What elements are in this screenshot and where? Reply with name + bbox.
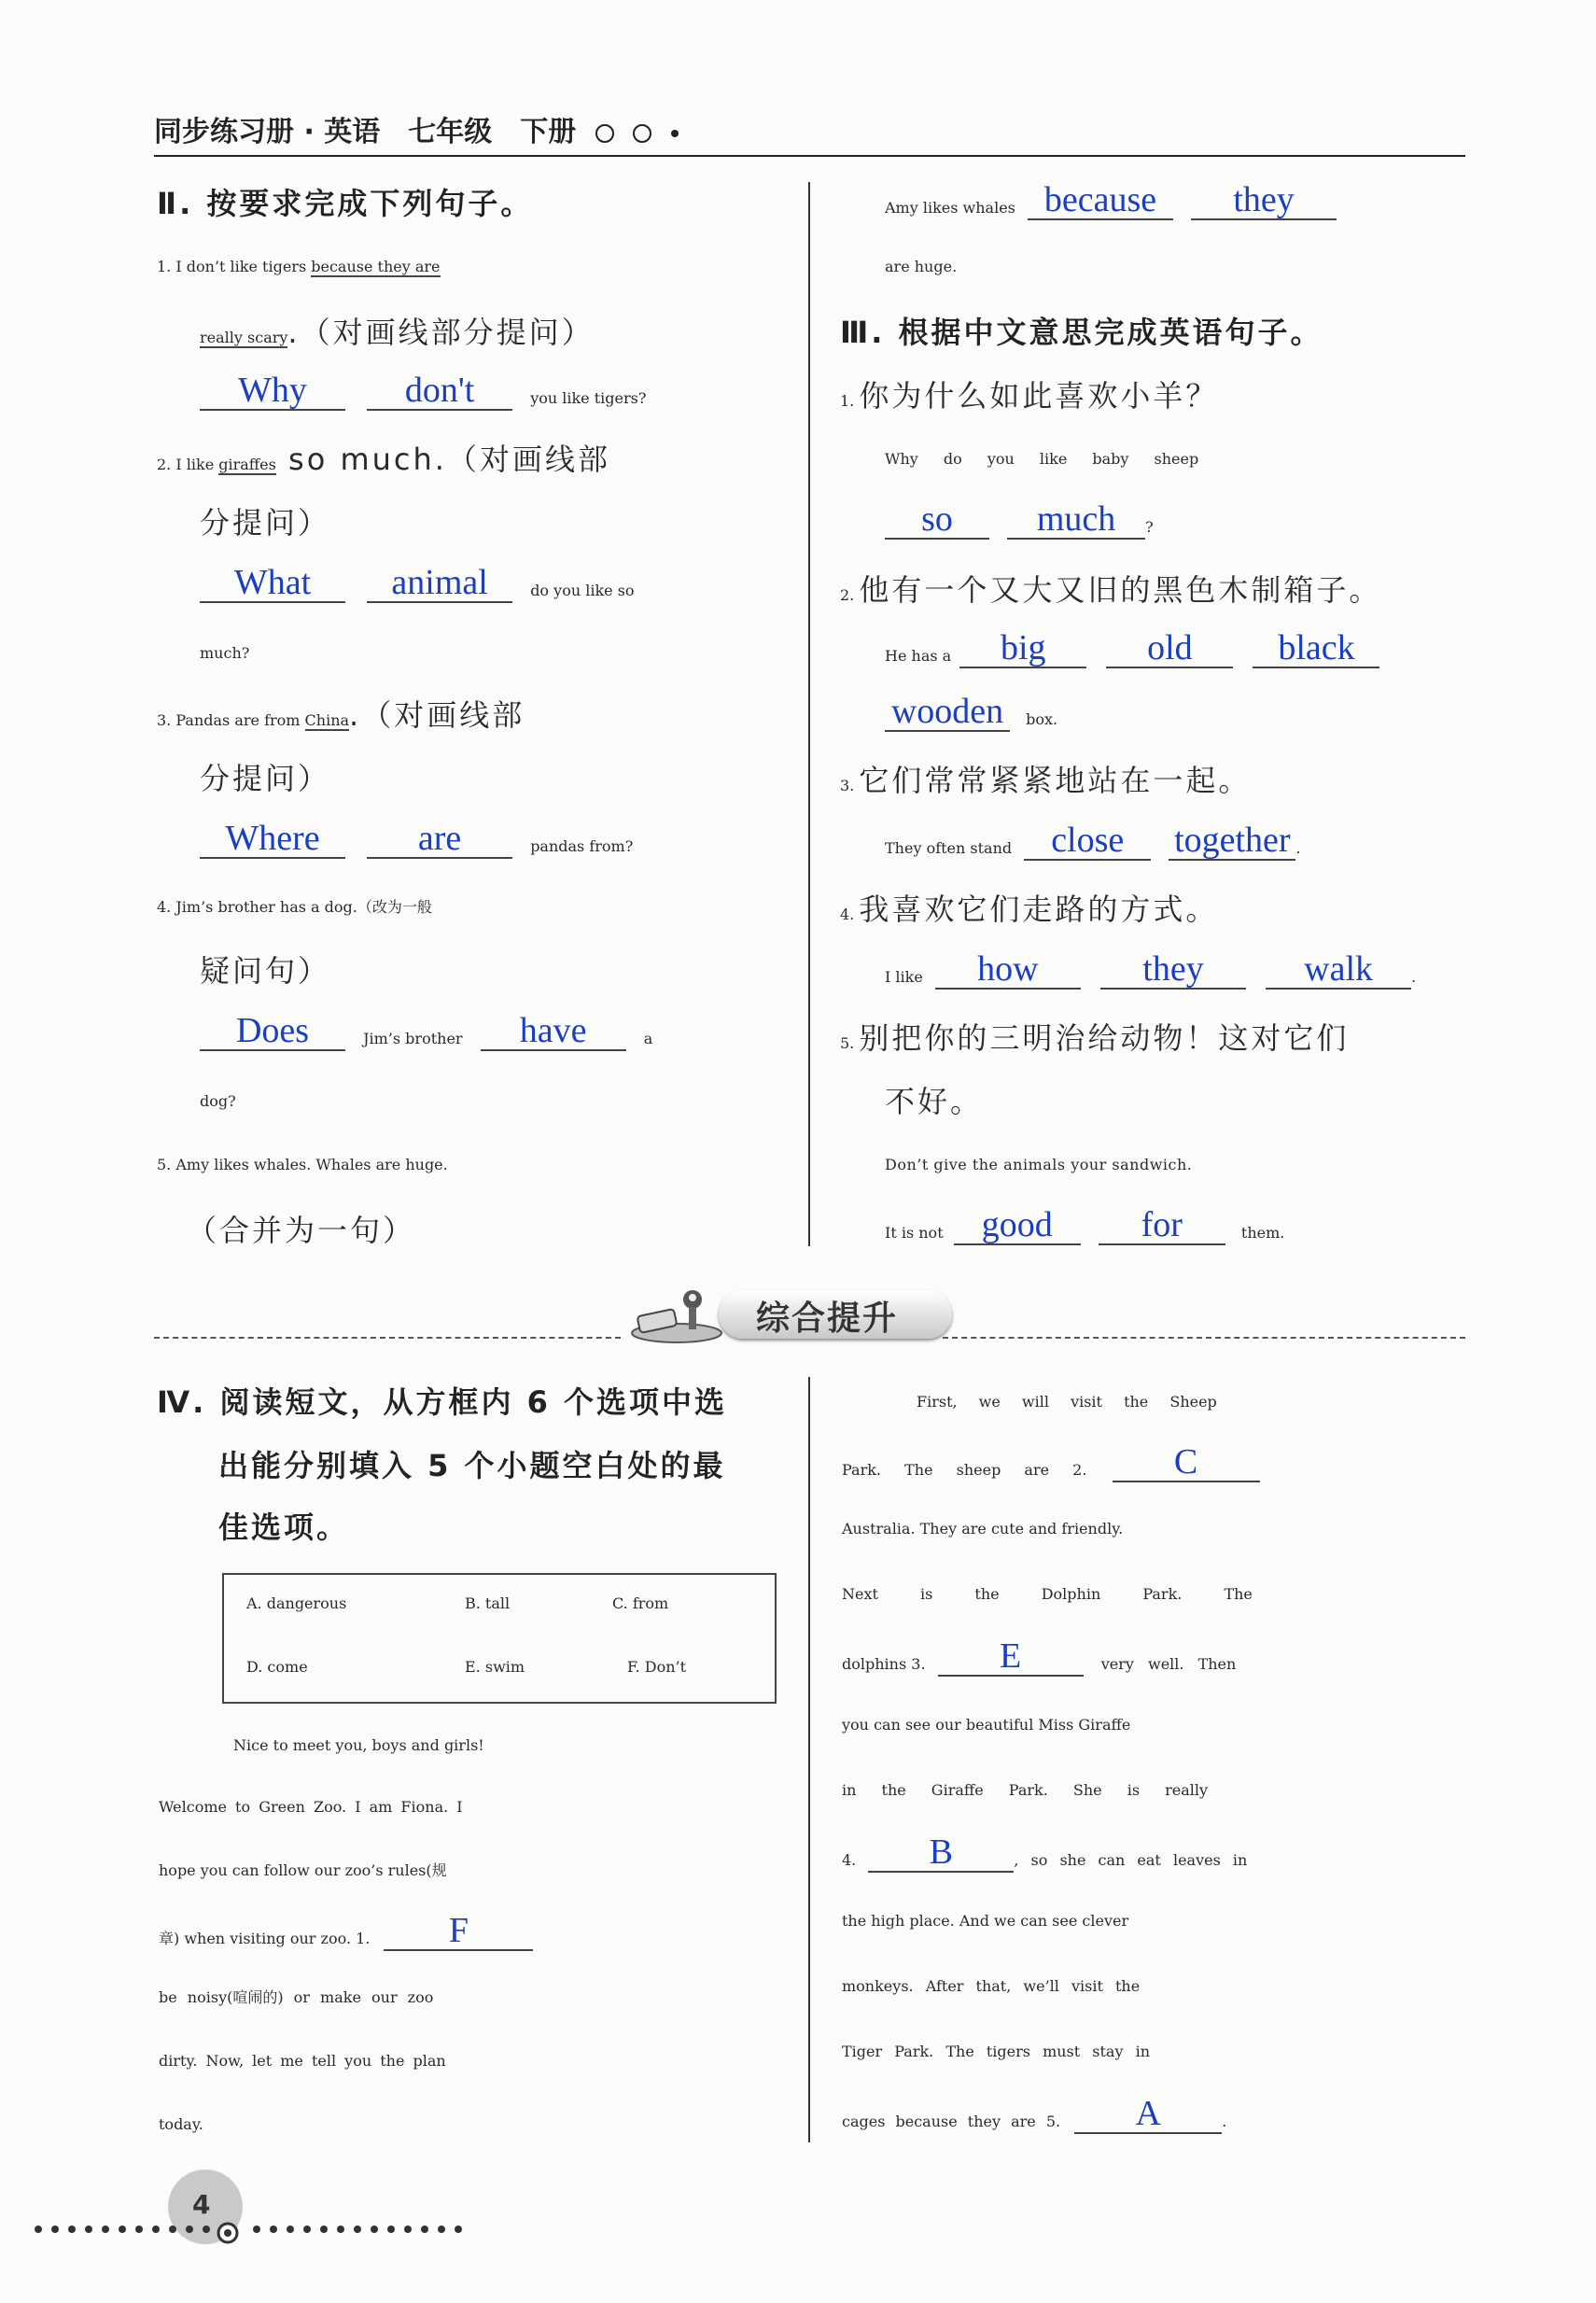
passage-line-blank4 [842, 1835, 1247, 1881]
s3-q3-cn [840, 760, 1251, 807]
passage-text: . [1222, 2113, 1227, 2130]
s3-q2-answer-line [885, 628, 1379, 677]
option-b: B. tall [465, 1594, 511, 1612]
answer-blank[interactable]: black [1253, 629, 1379, 668]
instruction-text: 分提问） [200, 761, 331, 796]
question-text: Amy likes whales [885, 199, 1015, 217]
passage-line: Welcome to Green Zoo. I am Fiona. I [159, 1798, 463, 1816]
question-number: 2. [840, 586, 855, 604]
passage-text: very well. Then [1100, 1655, 1237, 1673]
s2-q3-answer-line [200, 821, 633, 867]
passage-line-blank1 [159, 1911, 533, 1959]
circle-icon [633, 124, 651, 143]
answer-blank[interactable]: they [1191, 181, 1337, 220]
answer-blank[interactable]: don't [367, 372, 512, 411]
answer-blank[interactable]: Why [200, 372, 345, 411]
passage-text: , so she can eat leaves in [1014, 1851, 1248, 1869]
question-number: 5. [157, 1156, 172, 1173]
instruction-text: 分提问） [200, 505, 331, 541]
question-text: dog? [200, 1092, 236, 1110]
passage-line-blank2 [842, 1442, 1260, 1491]
question-text: much? [200, 644, 250, 662]
section-banner [607, 1279, 952, 1350]
header-title: 同步练习册 · 英语 七年级 下册 [154, 116, 577, 148]
question-text: Jim’s brother [363, 1030, 463, 1047]
s2-q4-line1 [157, 887, 432, 928]
question-number: 3. [840, 777, 855, 794]
section-4-title: Ⅳ. 阅读短文，从方框内 6 个选项中选 [157, 1384, 728, 1420]
question-number: 1. [157, 258, 172, 275]
section-3-title: Ⅲ. 根据中文意思完成英语句子。 [840, 315, 1323, 350]
passage-line: Next is the Dolphin Park. The [842, 1585, 1253, 1603]
question-text: . [1411, 968, 1417, 986]
answer-blank[interactable]: together [1169, 821, 1295, 861]
answer-blank[interactable]: old [1106, 629, 1233, 668]
passage-line: in the Giraffe Park. She is really [842, 1781, 1209, 1799]
answer-blank[interactable]: have [481, 1012, 626, 1051]
option-c: C. from [612, 1594, 669, 1612]
s2-q5-line1 [157, 1144, 448, 1186]
question-text: Pandas are from [175, 711, 305, 729]
section-4-title-line2: 出能分别填入 5 个小题空白处的最 [218, 1448, 726, 1483]
section-2-title: Ⅱ. 按要求完成下列句子。 [157, 186, 534, 221]
s2-q4-answer-line [200, 1011, 653, 1060]
question-text: They often stand [885, 839, 1013, 857]
answer-blank[interactable]: how [935, 950, 1081, 990]
passage-text: cages because they are 5. [842, 2113, 1061, 2130]
passage-line: Australia. They are cute and friendly. [842, 1520, 1124, 1538]
chinese-prompt: 我喜欢它们走路的方式。 [859, 892, 1219, 927]
passage-line: dirty. Now, let me tell you the plan [159, 2052, 446, 2070]
chinese-prompt: 他有一个又大又旧的黑色木制箱子。 [859, 572, 1382, 608]
passage-line: Tiger Park. The tigers must stay in [842, 2043, 1150, 2060]
option-f: F. Don’t [627, 1658, 687, 1676]
question-text: a [643, 1030, 653, 1047]
s3-q1-answer-line [885, 499, 1154, 548]
option-a: A. dangerous [246, 1594, 347, 1612]
question-text: you like tigers? [530, 389, 647, 407]
question-text: I like [885, 968, 923, 986]
s2-q3-line1 [157, 695, 525, 741]
instruction-text: （合并为一句） [187, 1213, 416, 1248]
question-text: ? [1145, 518, 1154, 536]
banner-title: 综合提升 [756, 1299, 899, 1338]
passage-line: First, we will visit the Sheep [917, 1393, 1217, 1411]
passage-line-blank5 [842, 2094, 1227, 2142]
instruction-text: so much.（对画线部 [275, 442, 610, 477]
s3-q1-cn [840, 375, 1218, 422]
instruction-text: .（对画线部分提问） [287, 315, 595, 350]
passage-text: Park. The sheep are 2. [842, 1461, 1087, 1479]
answer-blank[interactable]: they [1100, 950, 1246, 990]
dashed-divider [154, 1337, 621, 1339]
s2-q2-line1 [157, 439, 610, 485]
question-number: 4. [157, 898, 172, 916]
answer-blank[interactable]: for [1099, 1206, 1225, 1245]
answer-blank[interactable]: What [200, 564, 345, 603]
answer-blank[interactable]: E [938, 1637, 1084, 1677]
question-number: 3. [157, 711, 172, 729]
answer-blank[interactable]: B [868, 1833, 1014, 1873]
underlined-phrase: giraffes [218, 456, 276, 473]
answer-blank[interactable]: big [959, 629, 1086, 668]
question-text: I like [175, 456, 219, 473]
s3-q4-answer-line [885, 949, 1417, 998]
instruction-text: 疑问句） [200, 953, 331, 989]
passage-line: today. [159, 2115, 203, 2133]
s2-q1-line1 [157, 246, 441, 288]
chinese-prompt: 它们常常紧紧地站在一起。 [859, 763, 1252, 798]
answer-blank[interactable]: Where [200, 820, 345, 859]
option-d: D. come [246, 1658, 308, 1676]
desk-lamp-icon [625, 1285, 728, 1344]
answer-blank[interactable]: Does [200, 1012, 345, 1051]
s2-q1-answer-line [200, 373, 646, 419]
question-text: are huge. [885, 258, 958, 275]
s3-q3-answer-line [885, 823, 1300, 869]
page-number: 4 [192, 2189, 211, 2220]
section-4-title-line3: 佳选项。 [218, 1510, 350, 1545]
answer-blank[interactable]: wooden [885, 693, 1010, 732]
underlined-phrase: because they are [311, 258, 441, 275]
column-divider [808, 1377, 810, 2142]
passage-text: dolphins 3. [842, 1655, 926, 1673]
question-text: Jim’s brother has a dog.（改为一般 [175, 898, 432, 916]
s3-q4-cn [840, 889, 1218, 935]
question-text: . [1295, 839, 1301, 857]
answer-blank[interactable]: so [885, 500, 989, 540]
question-text: Don’t give the animals your sandwich. [885, 1156, 1193, 1173]
question-text: He has a [885, 647, 952, 665]
answer-blank[interactable]: good [954, 1206, 1081, 1245]
passage-text: 章) when visiting our zoo. 1. [159, 1930, 371, 1947]
s2-q5-answer-line [885, 180, 1337, 229]
s3-q2-cn [840, 569, 1381, 616]
chinese-prompt: 不好。 [885, 1084, 984, 1119]
question-text: Why do you like baby sheep [885, 450, 1199, 468]
passage-line: monkeys. After that, we’ll visit the [842, 1977, 1141, 1995]
circle-icon [595, 124, 614, 143]
question-text: Amy likes whales. Whales are huge. [175, 1156, 448, 1173]
answer-blank[interactable]: much [1007, 500, 1145, 540]
s3-q5-answer-line [885, 1205, 1285, 1254]
s2-q1-line2 [200, 312, 595, 358]
answer-blank[interactable]: animal [367, 564, 512, 603]
passage-line-blank3 [842, 1636, 1237, 1685]
passage-line: you can see our beautiful Miss Giraffe [842, 1716, 1131, 1734]
question-text: box. [1026, 710, 1058, 728]
dashed-divider [943, 1337, 1465, 1339]
question-text: I don’t like tigers [175, 258, 312, 275]
question-text: do you like so [530, 582, 635, 599]
passage-text: 4. [842, 1851, 857, 1869]
s3-q5-cn [840, 1018, 1349, 1064]
answer-blank[interactable]: walk [1266, 950, 1411, 990]
underlined-phrase: really scary [200, 329, 288, 346]
question-number: 1. [840, 392, 855, 410]
s3-q2-answer-line2 [885, 692, 1058, 740]
question-text: them. [1240, 1224, 1285, 1242]
answer-blank[interactable]: close [1024, 821, 1151, 861]
question-number: 5. [840, 1034, 855, 1052]
underlined-phrase: China [304, 711, 350, 729]
answer-blank[interactable]: F [384, 1912, 533, 1951]
passage-line: be noisy(喧闹的) or make our zoo [159, 1988, 434, 2006]
column-divider [808, 182, 810, 1246]
answer-blank[interactable]: are [367, 820, 512, 859]
answer-blank[interactable]: C [1113, 1443, 1260, 1482]
answer-blank[interactable]: A [1074, 2095, 1222, 2134]
instruction-text: .（对画线部 [349, 697, 525, 733]
dot-icon [671, 130, 679, 137]
dotted-footer-line [33, 2222, 462, 2237]
question-number: 4. [840, 906, 855, 923]
passage-line: the high place. And we can see clever [842, 1912, 1129, 1930]
passage-line: Nice to meet you, boys and girls! [233, 1736, 484, 1754]
question-number: 2. [157, 456, 172, 473]
answer-blank[interactable]: because [1028, 181, 1173, 220]
passage-line: hope you can follow our zoo’s rules(规 [159, 1861, 447, 1879]
s2-q2-answer-line [200, 563, 635, 611]
question-text: It is not [885, 1224, 944, 1242]
question-text: pandas from? [530, 837, 634, 855]
page-header [154, 110, 1465, 157]
option-e: E. swim [465, 1658, 525, 1676]
chinese-prompt: 别把你的三明治给动物！这对它们 [859, 1020, 1350, 1056]
chinese-prompt: 你为什么如此喜欢小羊？ [859, 378, 1219, 414]
